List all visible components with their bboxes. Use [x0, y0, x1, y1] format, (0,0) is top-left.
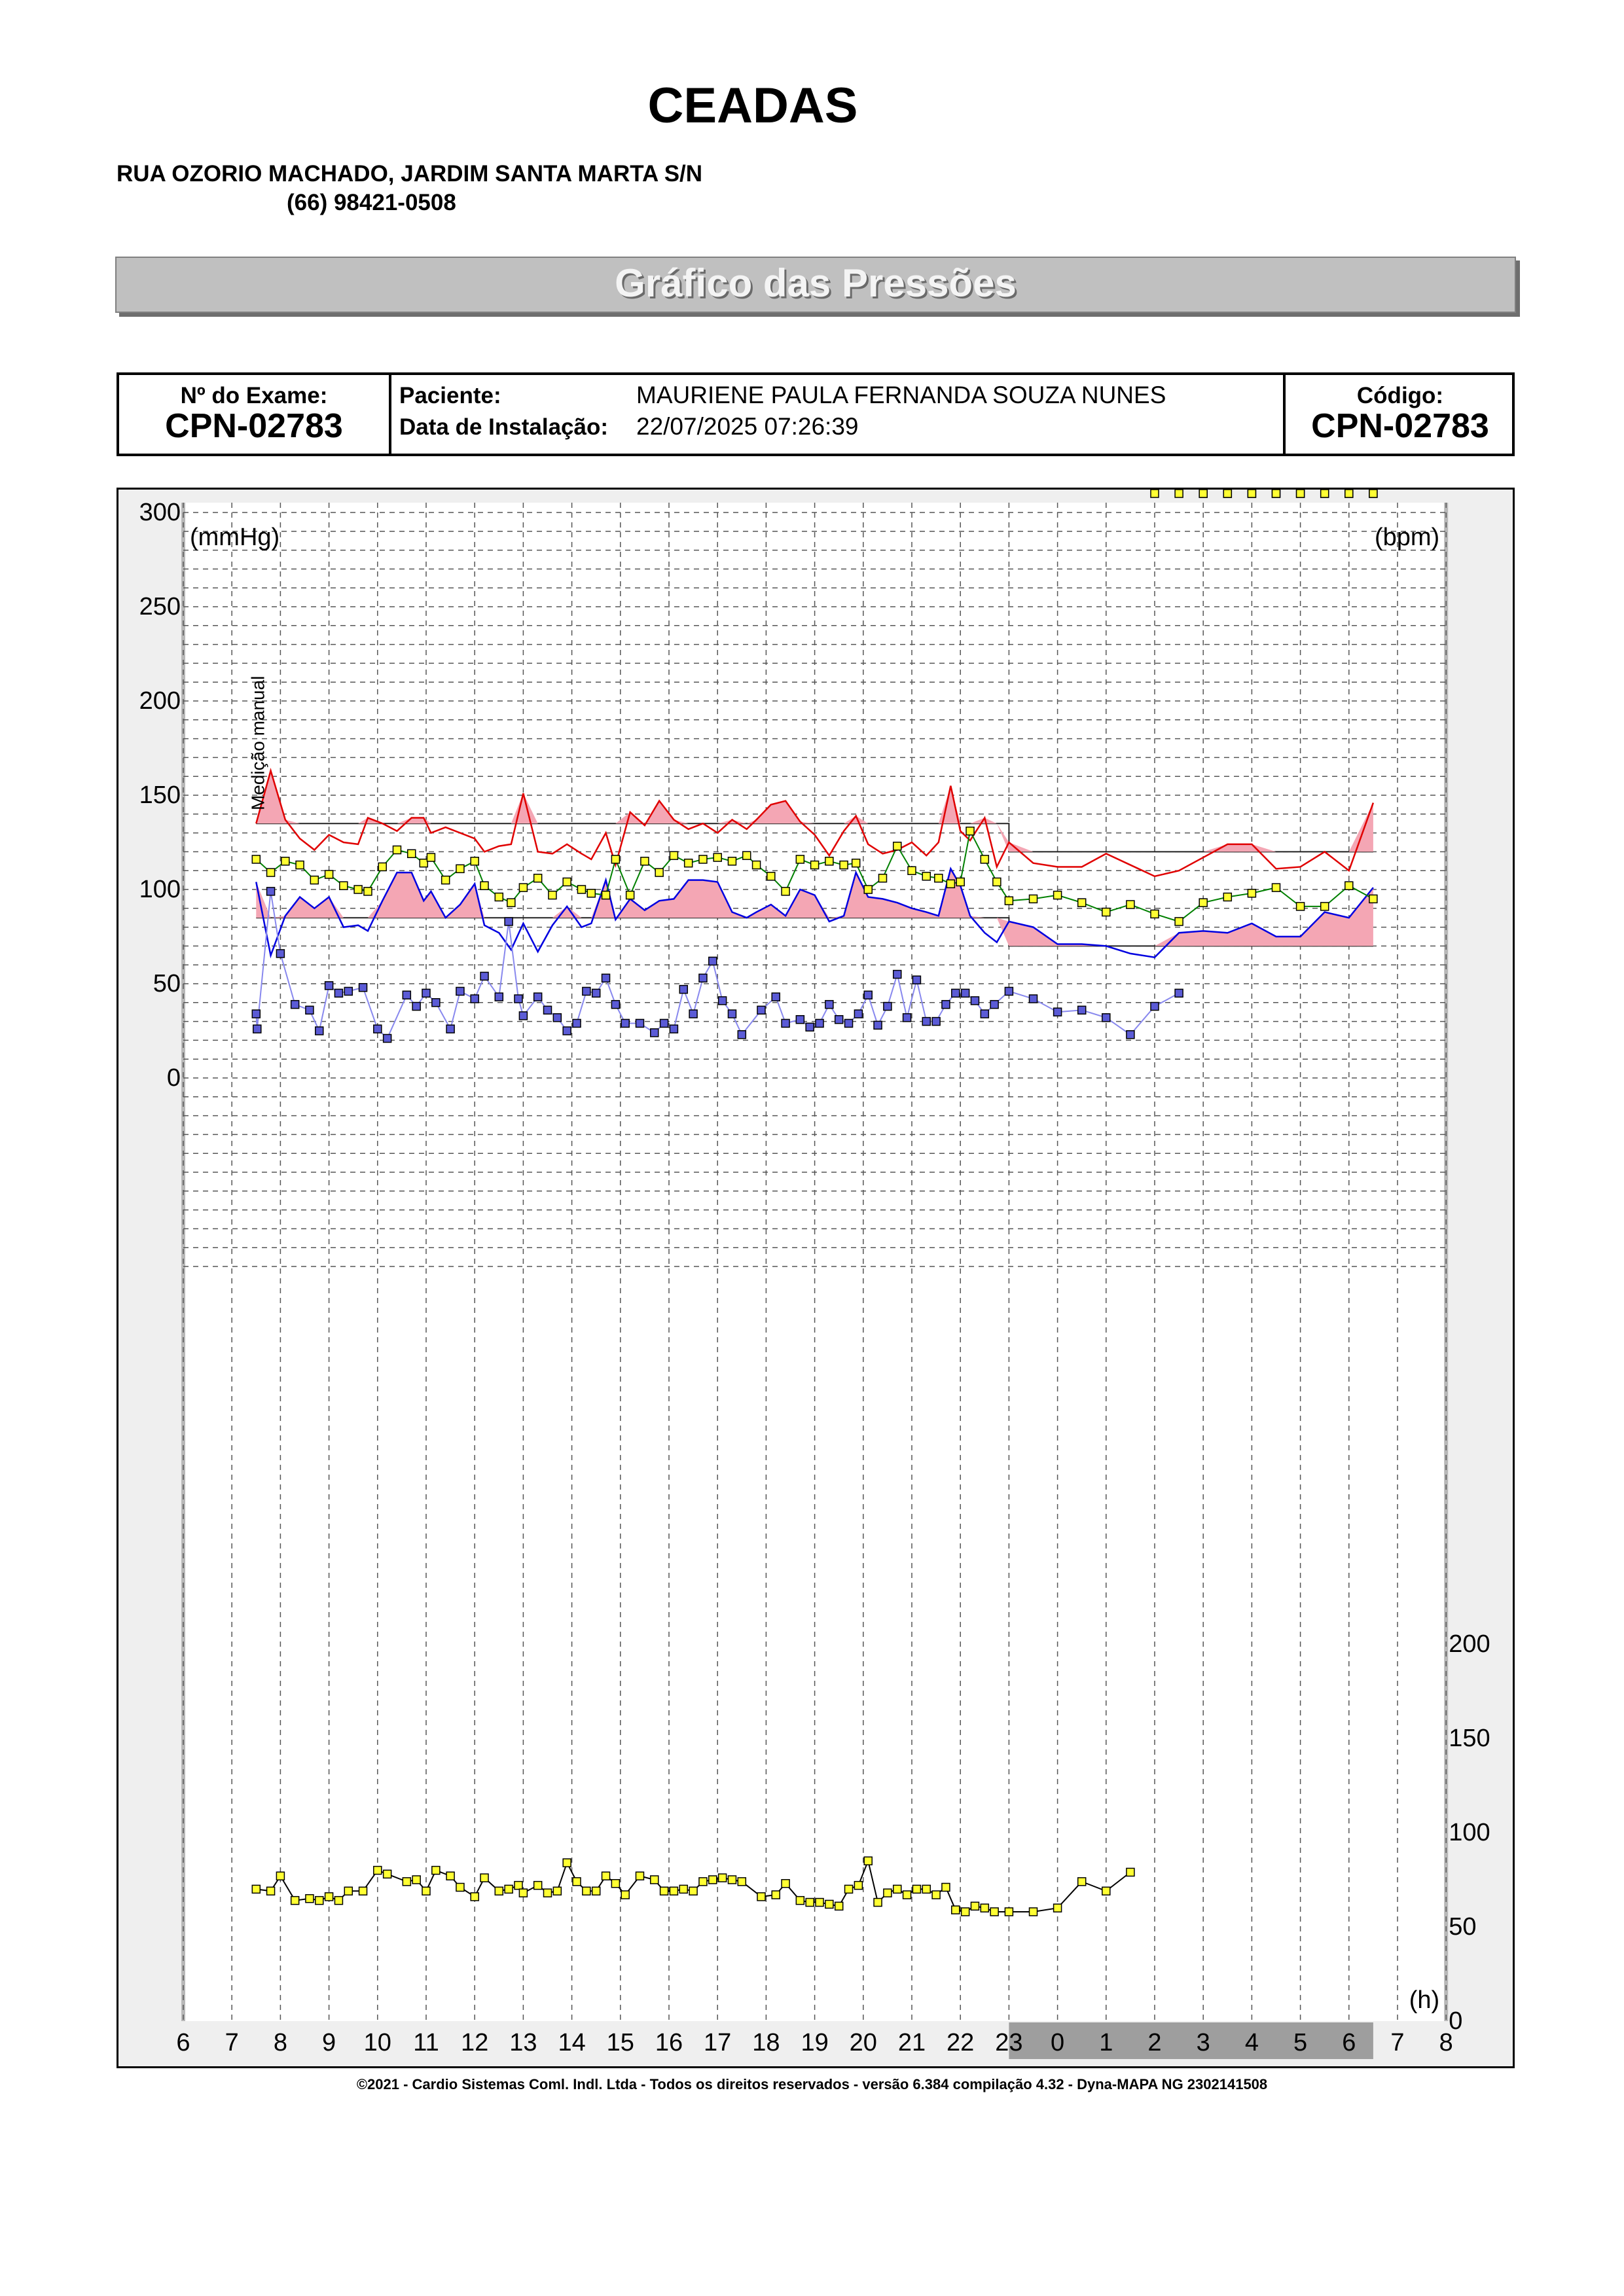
install-date-label: Data de Instalação: — [399, 414, 608, 440]
pulse-pressure-point — [651, 1029, 659, 1037]
heart-rate-point — [1297, 490, 1305, 497]
mean-point — [1054, 891, 1062, 899]
mean-point — [1005, 897, 1013, 905]
pulse-pressure-point — [1005, 988, 1013, 996]
mean-point — [1030, 895, 1038, 903]
hour-tick-label: 7 — [225, 2029, 239, 2056]
pulse-pressure-point — [796, 1016, 804, 1024]
heart-rate-point — [854, 1882, 862, 1890]
pulse-pressure-point — [495, 993, 503, 1001]
heart-rate-point — [835, 1902, 843, 1910]
pulse-pressure-point — [446, 1025, 454, 1033]
pulse-pressure-point — [592, 989, 600, 997]
mean-point — [811, 861, 819, 869]
heart-rate-point — [344, 1887, 352, 1895]
mean-point — [1321, 903, 1329, 910]
hour-tick-label: 13 — [509, 2029, 537, 2056]
heart-rate-point — [893, 1885, 901, 1893]
pulse-pressure-point — [816, 1019, 823, 1027]
heart-rate-point — [316, 1897, 323, 1905]
heart-rate-point — [864, 1857, 872, 1865]
heart-rate-point — [806, 1899, 814, 1907]
mean-point — [753, 861, 761, 869]
pulse-pressure-point — [611, 1001, 619, 1009]
pulse-pressure-point — [772, 993, 780, 1001]
pulse-pressure-point — [456, 988, 464, 996]
hour-tick-label: 12 — [461, 2029, 489, 2056]
x-axis-unit: (h) — [1409, 1986, 1440, 2014]
hour-tick-label: 10 — [363, 2029, 391, 2056]
mean-point — [456, 865, 464, 872]
heart-rate-point — [519, 1889, 527, 1897]
mean-point — [893, 842, 901, 850]
pulse-pressure-point — [514, 995, 522, 1003]
mean-point — [981, 855, 988, 863]
heart-rate-point — [480, 1874, 488, 1882]
heart-rate-point — [651, 1876, 659, 1884]
info-divider — [389, 375, 391, 454]
heart-rate-point — [471, 1893, 478, 1901]
pulse-pressure-point — [505, 918, 513, 925]
pulse-pressure-point — [534, 993, 542, 1001]
pulse-pressure-point — [544, 1006, 552, 1014]
heart-rate-point — [1272, 490, 1280, 497]
hour-tick-label: 1 — [1099, 2029, 1113, 2056]
mean-point — [1369, 895, 1377, 903]
heart-rate-point — [325, 1893, 333, 1901]
heart-rate-point — [334, 1897, 342, 1905]
left-axis-unit: (mmHg) — [190, 524, 280, 551]
pulse-pressure-point — [806, 1023, 814, 1031]
mean-point — [611, 855, 619, 863]
pulse-pressure-point — [709, 957, 717, 965]
hour-tick-label: 11 — [413, 2029, 439, 2056]
pulse-pressure-point — [728, 1010, 736, 1018]
pulse-pressure-point — [403, 991, 410, 999]
pulse-pressure-point — [952, 989, 960, 997]
heart-rate-point — [553, 1887, 561, 1895]
pulse-pressure-point — [942, 1001, 950, 1009]
heart-rate-point — [679, 1885, 687, 1893]
heart-rate-point — [952, 1906, 960, 1914]
mean-point — [782, 888, 789, 895]
heart-rate-point — [1078, 1878, 1086, 1886]
pulse-pressure-point — [573, 1019, 581, 1027]
patient-name: MAURIENE PAULA FERNANDA SOUZA NUNES — [636, 382, 1166, 408]
mean-point — [587, 889, 595, 897]
mean-point — [840, 861, 848, 869]
mean-point — [563, 878, 571, 886]
manual-measurement-annotation: Medição manual — [247, 675, 268, 811]
hour-tick-label: 19 — [801, 2029, 829, 2056]
heart-rate-point — [422, 1887, 430, 1895]
pulse-pressure-point — [757, 1006, 765, 1014]
mean-point — [1175, 918, 1183, 925]
right-axis-unit: (bpm) — [1374, 524, 1440, 551]
pulse-pressure-point — [1078, 1006, 1086, 1014]
exam-number-value: CPN-02783 — [165, 407, 343, 445]
mean-point — [1078, 899, 1086, 906]
heart-rate-point — [719, 1874, 727, 1882]
patient-label: Paciente: — [399, 383, 501, 408]
exam-info-box — [117, 372, 1515, 456]
pulse-pressure-point — [276, 950, 284, 958]
mean-point — [427, 853, 435, 861]
pulse-pressure-point — [699, 974, 707, 982]
right-axis-tick-label: 50 — [1449, 1913, 1477, 1941]
mean-point — [442, 876, 450, 884]
mean-point — [310, 876, 318, 884]
pulse-pressure-point — [1175, 989, 1183, 997]
heart-rate-point — [267, 1887, 275, 1895]
clinic-address: RUA OZORIO MACHADO, JARDIM SANTA MARTA S/N — [117, 161, 703, 187]
heart-rate-point — [884, 1889, 892, 1897]
hour-tick-label: 2 — [1147, 2029, 1162, 2056]
heart-rate-point — [1175, 490, 1183, 497]
pulse-pressure-point — [306, 1006, 314, 1014]
hour-tick-label: 8 — [1439, 2029, 1453, 2056]
pulse-pressure-point — [1030, 995, 1038, 1003]
heart-rate-point — [922, 1885, 930, 1893]
mean-point — [796, 855, 804, 863]
clinic-name: CEADAS — [647, 78, 858, 134]
pulse-pressure-point — [835, 1016, 843, 1024]
mean-point — [1272, 884, 1280, 891]
pulse-pressure-point — [267, 888, 275, 895]
mean-point — [480, 882, 488, 889]
pulse-pressure-point — [874, 1021, 882, 1029]
heart-rate-point — [903, 1891, 911, 1899]
pulse-pressure-point — [689, 1010, 697, 1018]
mean-point — [1223, 893, 1231, 901]
heart-rate-point — [1005, 1908, 1013, 1916]
mean-point — [922, 872, 930, 880]
mean-point — [519, 884, 527, 891]
heart-rate-point — [456, 1884, 464, 1892]
mean-point — [602, 891, 610, 899]
code-value: CPN-02783 — [1311, 407, 1489, 445]
mean-point — [507, 899, 515, 906]
heart-rate-point — [699, 1878, 707, 1886]
pulse-pressure-point — [1054, 1008, 1062, 1016]
pulse-pressure-point — [782, 1019, 789, 1027]
heart-rate-point — [912, 1885, 920, 1893]
heart-rate-point — [845, 1885, 853, 1893]
pulse-pressure-point — [583, 988, 590, 996]
hour-tick-label: 23 — [995, 2029, 1023, 2056]
heart-rate-point — [874, 1899, 882, 1907]
pulse-pressure-point — [893, 971, 901, 978]
mean-point — [728, 857, 736, 865]
mean-point — [956, 878, 964, 886]
pulse-pressure-point — [471, 995, 478, 1003]
mean-point — [670, 852, 677, 859]
pulse-pressure-point — [480, 972, 488, 980]
left-axis-tick-label: 50 — [153, 970, 181, 997]
pulse-pressure-point — [253, 1025, 261, 1033]
hour-tick-label: 9 — [322, 2029, 336, 2056]
heart-rate-point — [611, 1880, 619, 1888]
pulse-pressure-point — [912, 976, 920, 984]
report-title-bar — [115, 257, 1516, 313]
hour-tick-label: 14 — [558, 2029, 586, 2056]
hour-tick-label: 20 — [849, 2029, 877, 2056]
heart-rate-point — [276, 1872, 284, 1880]
heart-rate-point — [403, 1878, 410, 1886]
mean-point — [993, 878, 1001, 886]
pulse-pressure-point — [519, 1012, 527, 1020]
pulse-pressure-point — [316, 1027, 323, 1035]
heart-rate-point — [825, 1900, 833, 1908]
heart-rate-point — [728, 1876, 736, 1884]
pulse-pressure-point — [334, 989, 342, 997]
pulse-pressure-point — [374, 1025, 382, 1033]
hour-tick-label: 15 — [606, 2029, 634, 2056]
mean-point — [252, 855, 260, 863]
report-title: Gráfico das Pressões — [615, 261, 1017, 305]
heart-rate-point — [1321, 490, 1329, 497]
pulse-pressure-point — [291, 1001, 299, 1009]
heart-rate-point — [689, 1887, 697, 1895]
heart-rate-point — [432, 1867, 440, 1874]
pulse-pressure-point — [845, 1019, 853, 1027]
pulse-pressure-point — [563, 1027, 571, 1035]
mean-point — [340, 882, 348, 889]
mean-point — [267, 869, 275, 876]
heart-rate-point — [816, 1899, 823, 1907]
hour-tick-label: 22 — [947, 2029, 975, 2056]
pulse-pressure-point — [553, 1014, 561, 1022]
exam-number-label: Nº do Exame: — [180, 383, 328, 408]
heart-rate-point — [932, 1891, 940, 1899]
pulse-pressure-point — [825, 1001, 833, 1009]
right-axis-tick-label: 200 — [1449, 1630, 1490, 1658]
heart-rate-point — [514, 1882, 522, 1890]
heart-rate-point — [971, 1902, 979, 1910]
heart-rate-point — [660, 1887, 668, 1895]
pulse-pressure-point — [1102, 1014, 1110, 1022]
mean-point — [767, 872, 775, 880]
heart-rate-point — [670, 1887, 677, 1895]
pulse-pressure-point — [660, 1019, 668, 1027]
heart-rate-point — [782, 1880, 789, 1888]
heart-rate-point — [636, 1872, 643, 1880]
copyright-footer: ©2021 - Cardio Sistemas Coml. Indl. Ltda - Todos os direitos reservados - versão 6.384 compilação 4.32 - Dyna-MAPA NG 2302141508 — [356, 2076, 1268, 2092]
hour-tick-label: 6 — [1342, 2029, 1356, 2056]
pulse-pressure-point — [384, 1035, 391, 1043]
mean-point — [1297, 903, 1305, 910]
heart-rate-point — [412, 1876, 420, 1884]
mean-point — [296, 861, 304, 869]
heart-rate-point — [1030, 1908, 1038, 1916]
right-axis-tick-label: 150 — [1449, 1725, 1490, 1752]
heart-rate-point — [1369, 490, 1377, 497]
heart-rate-point — [990, 1908, 998, 1916]
heart-rate-point — [942, 1884, 950, 1892]
mean-point — [1199, 899, 1207, 906]
heart-rate-point — [796, 1897, 804, 1905]
mean-point — [354, 886, 362, 893]
mean-point — [641, 857, 649, 865]
left-axis-tick-label: 150 — [139, 781, 181, 809]
heart-rate-point — [962, 1908, 969, 1916]
mean-point — [864, 886, 872, 893]
left-axis-tick-label: 100 — [139, 876, 181, 903]
hour-tick-label: 4 — [1244, 2029, 1259, 2056]
pulse-pressure-point — [1127, 1031, 1134, 1039]
heart-rate-point — [738, 1878, 746, 1886]
heart-rate-point — [252, 1885, 260, 1893]
heart-rate-point — [1102, 1887, 1110, 1895]
mean-point — [325, 870, 333, 878]
mean-point — [966, 827, 974, 835]
right-axis-tick-label: 100 — [1449, 1819, 1490, 1846]
hour-tick-label: 8 — [273, 2029, 287, 2056]
pulse-pressure-point — [719, 997, 727, 1005]
heart-rate-point — [306, 1895, 314, 1903]
mean-point — [1345, 882, 1353, 889]
heart-rate-point — [359, 1887, 367, 1895]
mean-point — [825, 857, 833, 865]
pulse-pressure-point — [981, 1010, 988, 1018]
pulse-pressure-point — [971, 997, 979, 1005]
heart-rate-point — [534, 1882, 542, 1890]
mean-point — [393, 846, 401, 854]
pulse-pressure-point — [359, 984, 367, 992]
mean-point — [281, 857, 289, 865]
pulse-pressure-point — [344, 988, 352, 996]
heart-rate-point — [1223, 490, 1231, 497]
heart-rate-point — [772, 1891, 780, 1899]
pulse-pressure-point — [1151, 1003, 1159, 1011]
heart-rate-point — [505, 1885, 513, 1893]
mean-point — [549, 891, 556, 899]
pulse-pressure-point — [679, 986, 687, 994]
mean-point — [378, 863, 386, 870]
mean-point — [743, 852, 751, 859]
pulse-pressure-point — [864, 991, 872, 999]
heart-rate-point — [757, 1893, 765, 1901]
mean-point — [852, 859, 860, 867]
heart-rate-point — [374, 1867, 382, 1874]
hour-tick-label: 7 — [1390, 2029, 1405, 2056]
pulse-pressure-point — [903, 1014, 911, 1022]
heart-rate-point — [1199, 490, 1207, 497]
pulse-pressure-point — [738, 1031, 746, 1039]
heart-rate-point — [1054, 1904, 1062, 1912]
heart-rate-point — [291, 1897, 299, 1905]
heart-rate-point — [602, 1872, 610, 1880]
pulse-pressure-point — [962, 989, 969, 997]
mean-point — [1151, 910, 1159, 918]
heart-rate-point — [1248, 490, 1255, 497]
pulse-pressure-point — [922, 1018, 930, 1026]
heart-rate-point — [592, 1887, 600, 1895]
pulse-pressure-point — [602, 974, 610, 982]
mean-point — [685, 859, 693, 867]
mean-point — [1102, 908, 1110, 916]
code-label: Código: — [1356, 383, 1444, 408]
mean-point — [364, 888, 372, 895]
mean-point — [577, 886, 585, 893]
pulse-pressure-point — [636, 1019, 643, 1027]
pulse-pressure-point — [670, 1025, 677, 1033]
pulse-pressure-point — [432, 999, 440, 1007]
pulse-pressure-point — [422, 989, 430, 997]
pressure-chart — [117, 488, 1515, 2068]
heart-rate-point — [544, 1889, 552, 1897]
mean-point — [534, 874, 542, 882]
left-axis-tick-label: 0 — [166, 1064, 181, 1092]
mean-point — [655, 869, 663, 876]
mean-point — [420, 859, 427, 867]
mean-point — [878, 874, 886, 882]
mean-point — [471, 857, 478, 865]
heart-rate-point — [1151, 490, 1159, 497]
mean-point — [408, 850, 416, 857]
heart-rate-point — [384, 1870, 391, 1878]
heart-rate-point — [621, 1891, 629, 1899]
heart-rate-point — [495, 1887, 503, 1895]
pulse-pressure-point — [412, 1003, 420, 1011]
heart-rate-point — [981, 1904, 988, 1912]
hour-tick-label: 0 — [1051, 2029, 1065, 2056]
pulse-pressure-point — [621, 1019, 629, 1027]
mean-point — [713, 853, 721, 861]
mean-point — [495, 893, 503, 901]
mean-point — [699, 855, 707, 863]
heart-rate-point — [1345, 490, 1353, 497]
heart-rate-point — [1127, 1868, 1134, 1876]
pulse-pressure-point — [252, 1010, 260, 1018]
left-axis-tick-label: 300 — [139, 499, 181, 526]
left-axis-tick-label: 200 — [139, 687, 181, 715]
install-date-value: 22/07/2025 07:26:39 — [636, 413, 859, 440]
left-axis-tick-label: 250 — [139, 593, 181, 620]
heart-rate-point — [573, 1878, 581, 1886]
hour-tick-label: 17 — [704, 2029, 732, 2056]
pulse-pressure-point — [854, 1010, 862, 1018]
mean-point — [908, 867, 916, 874]
hour-tick-label: 3 — [1196, 2029, 1210, 2056]
heart-rate-point — [583, 1887, 590, 1895]
hour-tick-label: 6 — [176, 2029, 190, 2056]
hour-tick-label: 18 — [752, 2029, 780, 2056]
heart-rate-point — [563, 1859, 571, 1867]
mean-point — [947, 880, 954, 888]
heart-rate-point — [446, 1872, 454, 1880]
clinic-phone: (66) 98421-0508 — [287, 190, 456, 215]
hour-tick-label: 16 — [655, 2029, 683, 2056]
pulse-pressure-point — [884, 1003, 892, 1011]
pulse-pressure-point — [325, 982, 333, 990]
mean-point — [1127, 901, 1134, 908]
hour-tick-label: 21 — [897, 2029, 926, 2056]
hour-tick-label: 5 — [1293, 2029, 1308, 2056]
mean-point — [1248, 889, 1255, 897]
pressure-chart-svg — [118, 490, 1513, 2066]
pulse-pressure-point — [990, 1001, 998, 1009]
mean-point — [626, 891, 634, 899]
right-axis-tick-label: 0 — [1449, 2007, 1463, 2035]
heart-rate-point — [709, 1876, 717, 1884]
mean-point — [935, 874, 943, 882]
pulse-pressure-point — [932, 1018, 940, 1026]
